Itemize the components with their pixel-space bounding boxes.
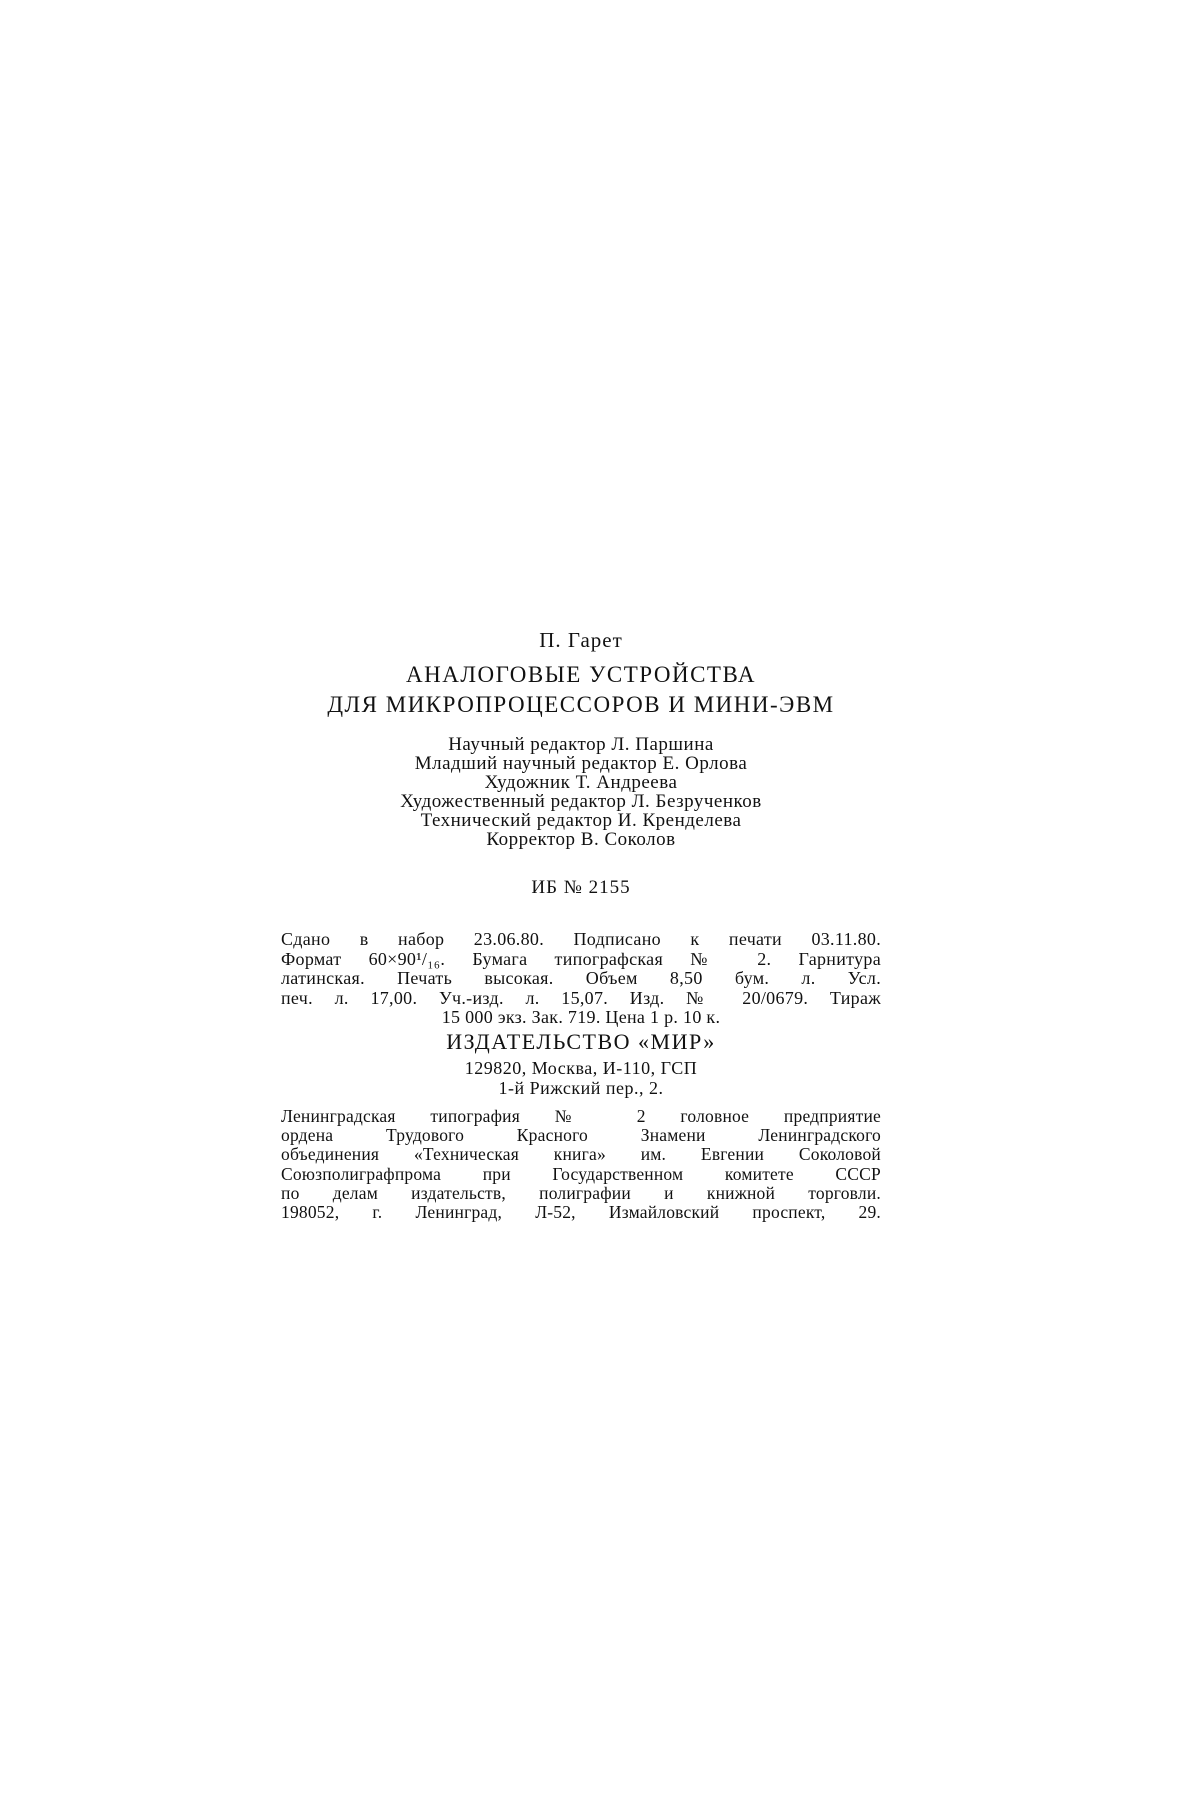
- printer-info: [281, 1107, 881, 1222]
- spec-line: 15 000 экз. Зак. 719. Цена 1 р. 10 к.: [441, 1007, 721, 1027]
- printer-line: 198052, г. Ленинград, Л-52, Измайловский проспект, 29.: [281, 1202, 881, 1223]
- book-title: [281, 660, 881, 720]
- ib-number: ИБ № 2155: [531, 877, 631, 898]
- printer-line: Союзполиграфпрома при Государственном комитете СССР: [281, 1163, 881, 1184]
- book-title-line: АНАЛОГОВЫЕ УСТРОЙСТВА: [406, 662, 756, 687]
- book-title-line: ДЛЯ МИКРОПРОЦЕССОРОВ И МИНИ-ЭВМ: [327, 692, 835, 717]
- credit-line: Младший научный редактор Е. Орлова: [414, 753, 748, 774]
- credit-line: Научный редактор Л. Паршина: [448, 734, 714, 755]
- printer-line: ордена Трудового Красного Знамени Ленинградского: [281, 1125, 881, 1146]
- address-line: 129820, Москва, И-110, ГСП: [464, 1058, 698, 1078]
- author-name: П. Гарет: [539, 628, 623, 652]
- credit-line: Художественный редактор Л. Безрученков: [400, 791, 762, 812]
- publisher-name: ИЗДАТЕЛЬСТВО «МИР»: [446, 1029, 716, 1054]
- credit-line: Технический редактор И. Кренделева: [420, 810, 742, 831]
- credit-line: Корректор В. Соколов: [486, 829, 676, 850]
- spec-line: печ. л. 17,00. Уч.-изд. л. 15,07. Изд. № 20/0679. Тираж: [281, 987, 881, 1008]
- printer-line: Ленинградская типография № 2 головное предприятие: [281, 1106, 881, 1126]
- printer-line: по делам издательств, полиграфии и книжной торговли.: [281, 1182, 881, 1203]
- print-specifications: [281, 930, 881, 1028]
- spec-line: латинская. Печать высокая. Объем 8,50 бум. л. Усл.: [281, 968, 881, 988]
- spec-line: Сдано в набор 23.06.80. Подписано к печати 03.11.80.: [281, 929, 881, 949]
- printer-line: объединения «Техническая книга» им. Евгении Соколовой: [281, 1144, 881, 1165]
- editorial-credits: [281, 735, 881, 849]
- address-line: 1-й Рижский пер., 2.: [498, 1078, 664, 1098]
- publisher-address: [281, 1058, 881, 1098]
- credit-line: Художник Т. Андреева: [484, 772, 678, 793]
- spec-line: Формат 60×90¹/₁₆. Бумага типографская № 2. Гарнитура: [281, 948, 881, 969]
